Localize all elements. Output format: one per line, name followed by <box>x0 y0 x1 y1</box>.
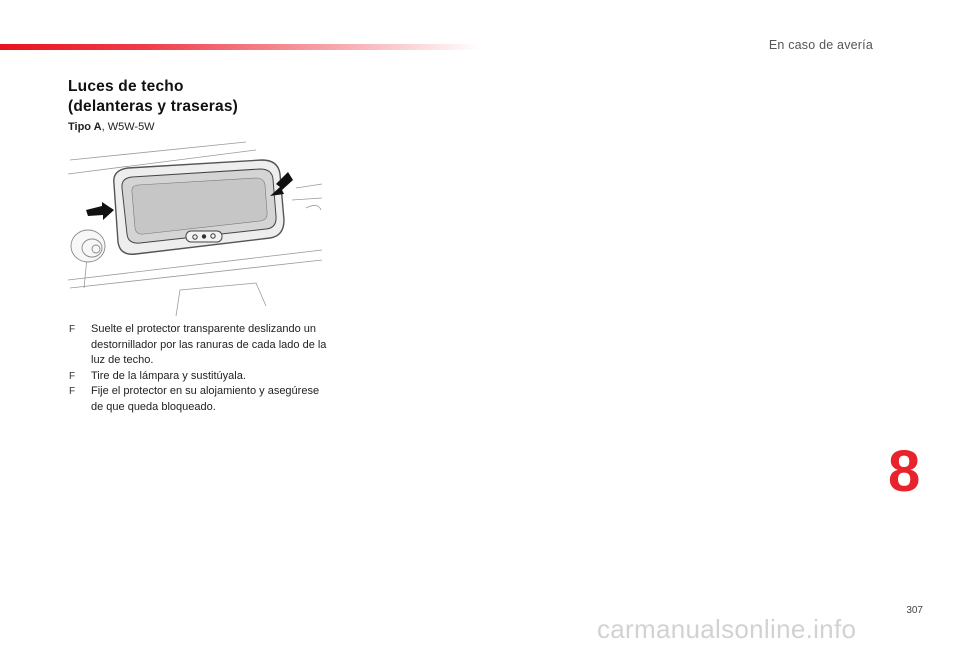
step-text: Tire de la lámpara y sustitúyala. <box>91 369 246 382</box>
bullet-icon: F <box>69 324 76 335</box>
list-item <box>68 369 330 385</box>
arrow-left-icon <box>86 202 114 220</box>
page-title-line-1: Luces de techo <box>68 78 184 95</box>
watermark: carmanualsonline.info <box>597 614 857 644</box>
bulb-type <box>68 121 155 133</box>
header-accent-bar <box>0 44 480 50</box>
bullet-icon: F <box>69 386 76 397</box>
step-text: Suelte el protector transparente deslizando un destornillador por las ranuras de cada lado de la luz de techo. <box>91 323 327 366</box>
light-housing-icon <box>114 160 284 254</box>
bullet-icon: F <box>69 370 76 382</box>
chapter-number: 8 <box>888 439 921 504</box>
page-title-line-2: (delanteras y traseras) <box>68 98 239 115</box>
section-title: En caso de avería <box>768 38 873 52</box>
ceiling-light-illustration <box>66 138 324 318</box>
roof-knob-icon <box>71 230 105 262</box>
bulb-type-value: , W5W-5W <box>101 121 155 133</box>
step-text: Fije el protector en su alojamiento y asegúrese de que queda bloqueado. <box>91 385 320 413</box>
list-item <box>68 322 330 369</box>
page-title <box>68 77 238 117</box>
ceiling-light-figure <box>66 138 324 318</box>
instruction-list <box>68 322 330 415</box>
bulb-type-label: Tipo A <box>68 121 102 133</box>
page-number: 307 <box>906 605 923 616</box>
list-item <box>68 384 330 415</box>
